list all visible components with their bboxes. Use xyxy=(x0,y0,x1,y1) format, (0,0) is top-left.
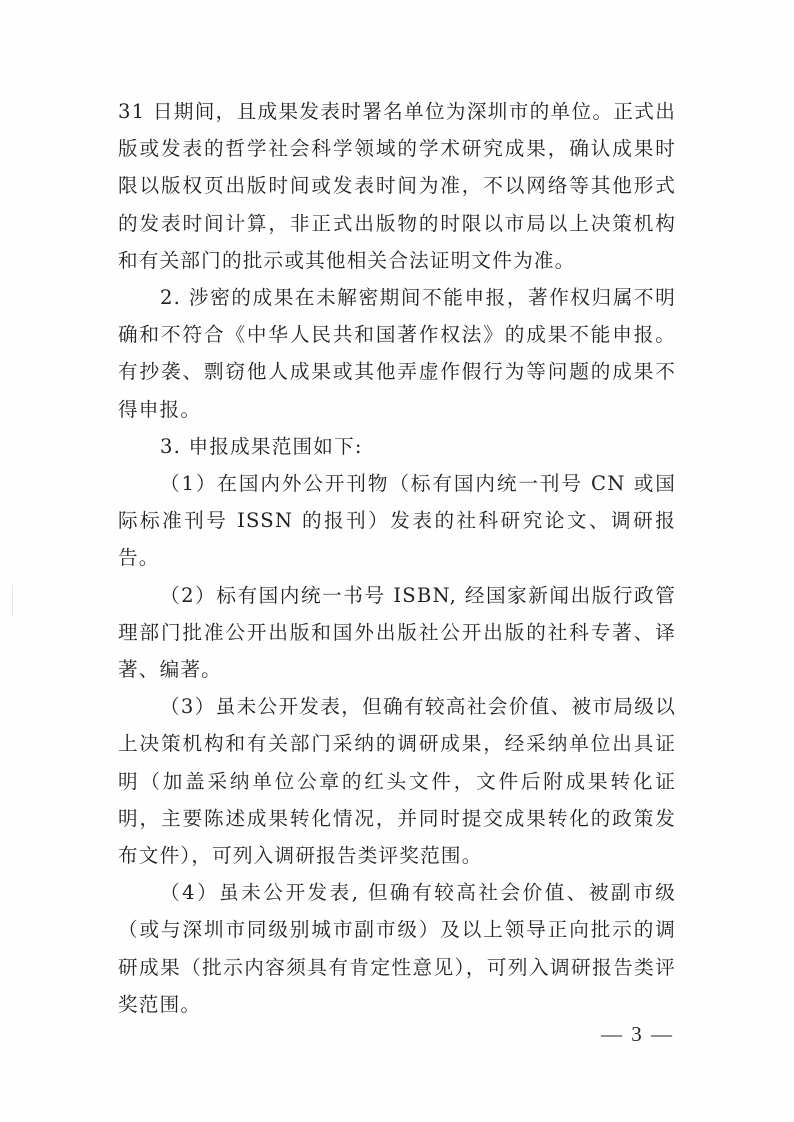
paragraph-scope-item-1: （1）在国内外公开刊物（标有国内统一刊号 CN 或国际标准刊号 ISSN 的报刊）发表的社科研究论文、调研报告。 xyxy=(118,472,676,570)
page-number: — 3 — xyxy=(601,1022,674,1046)
body-text xyxy=(118,93,676,1023)
paragraph-scope-heading: 3. 申报成果范围如下: xyxy=(160,434,363,458)
paragraph-scope-item-4: （4）虽未公开发表, 但确有较高社会价值、被副市级（或与深圳市同级别城市副市级）及以上领导正向批示的调研成果（批示内容须具有肯定性意见），可列入调研报告类评奖范围。 xyxy=(118,881,676,1016)
paragraph-date-requirement: 31 日期间，且成果发表时署名单位为深圳市的单位。正式出版或发表的哲学社会科学领域的学术研究成果，确认成果时限以版权页出版时间或发表时间为准，不以网络等其他形式的发表时间计算，非正式出版物的时限以市局以上决策机构和有关部门的批示或其他相关合法证明文件为准。 xyxy=(118,100,676,272)
paragraph-classified-copyright: 2. 涉密的成果在未解密期间不能申报，著作权归属不明确和不符合《中华人民共和国著作权法》的成果不能申报。有抄袭、剽窃他人成果或其他弄虚作假行为等问题的成果不得申报。 xyxy=(118,286,676,421)
paragraph-scope-item-3: （3）虽未公开发表，但确有较高社会价值、被市局级以上决策机构和有关部门采纳的调研成果，经采纳单位出具证明（加盖采纳单位公章的红头文件，文件后附成果转化证明，主要陈述成果转化情况，并同时提交成果转化的政策发布文件），可列入调研报告类评奖范围。 xyxy=(118,695,676,868)
scan-edge-mark xyxy=(12,585,13,617)
paragraph-scope-item-2: （2）标有国内统一书号 ISBN, 经国家新闻出版行政管理部门批准公开出版和国外出版社公开出版的社科专著、译著、编著。 xyxy=(118,583,676,682)
